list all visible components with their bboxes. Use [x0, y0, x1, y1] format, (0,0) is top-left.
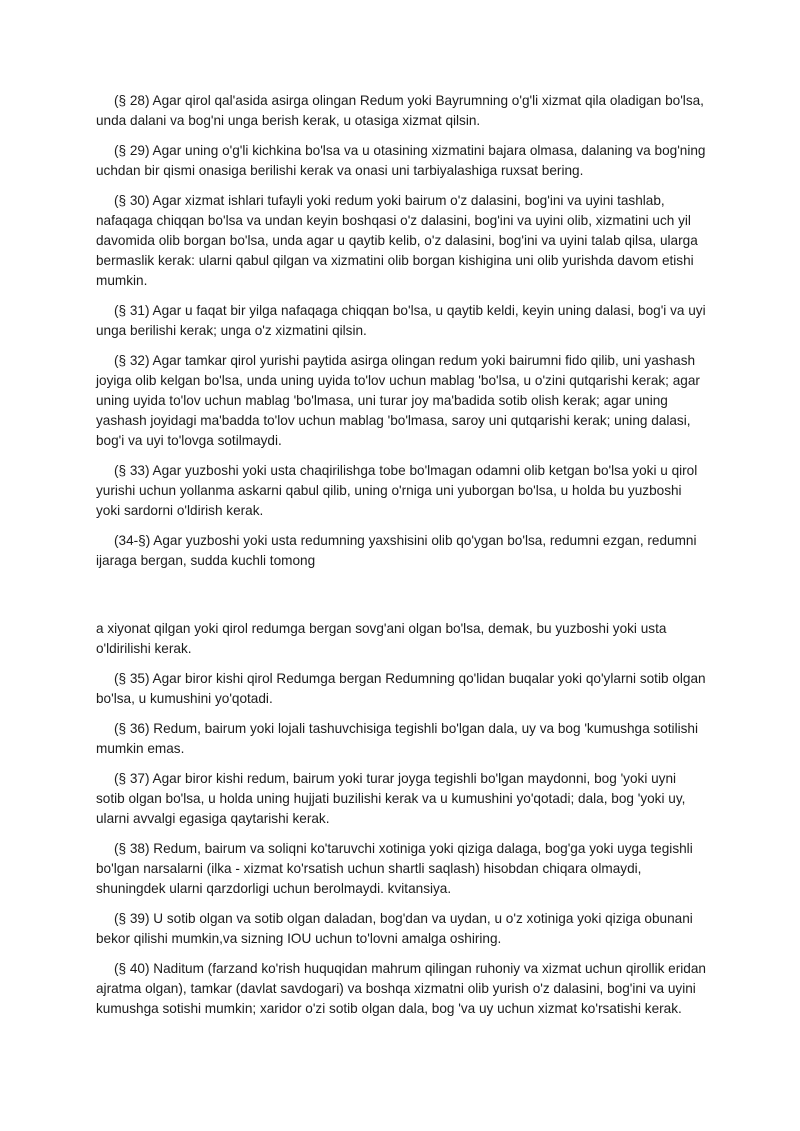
paragraph-s29: (§ 29) Agar uning o'g'li kichkina bo'lsa va u otasining xizmatini bajara olmasa, dalaning va bog'ning uchdan bir qismi onasiga berilishi kerak va onasi uni tarbiyalashiga ruxsat bering.	[96, 143, 706, 178]
document-body	[96, 91, 706, 1029]
paragraph-s34: (34-§) Agar yuzboshi yoki usta redumning yaxshisini olib qo'ygan bo'lsa, redumni ezgan, redumni ijaraga bergan, sudda kuchli tomong	[96, 533, 697, 568]
paragraph-s40: (§ 40) Naditum (farzand ko'rish huquqidan mahrum qilingan ruhoniy va xizmat uchun qirollik eridan ajratma olgan), tamkar (davlat savdogari) va boshqa xizmatni olib yurish o'z dalasini, bog'ini va uyini kumushga sotishi mumkin; xaridor o'zi sotib olgan dala, bog 'va uy uchun xizmat ko'rsatishi kerak.	[96, 961, 706, 1016]
paragraph-s33: (§ 33) Agar yuzboshi yoki usta chaqirilishga tobe bo'lmagan odamni olib ketgan bo'lsa yoki u qirol yurishi uchun yollanma askarni qabul qilib, uning o'rniga uni yuborgan bo'lsa, u holda bu yuzboshi yoki sardorni o'ldirish kerak.	[96, 463, 698, 518]
paragraph-s32: (§ 32) Agar tamkar qirol yurishi paytida asirga olingan redum yoki bairumni fido qilib, uni yashash joyiga olib kelgan bo'lsa, unda uning uyida to'lov uchun mablag 'bo'lsa, u o'zini qutqarishi kerak; agar uning uyida to'lov uchun mablag 'bo'lmasa, uni turar joy ma'badida sotib olish kerak; agar uning yashash joyidagi ma'badda to'lov uchun mablag 'bo'lmasa, saroy uni qutqarishi kerak; uning dalasi, bog'i va uyi to'lovga sotilmaydi.	[96, 353, 700, 448]
paragraph-s30: (§ 30) Agar xizmat ishlari tufayli yoki redum yoki bairum o'z dalasini, bog'ini va uyini tashlab, nafaqaga chiqqan bo'lsa va undan keyin boshqasi o'z dalasini, bog'ini va uyini olib, xizmatini uch yil davomida olib borgan bo'lsa, unda agar u qaytib kelib, o'z dalasini, bog'ini va uyini talab qilsa, ularga bermaslik kerak: ularni qabul qilgan va xizmatini olib borgan kishigina uni olib yurishda davom etishi mumkin.	[96, 193, 698, 288]
paragraph-s39: (§ 39) U sotib olgan va sotib olgan daladan, bog'dan va uydan, u o'z xotiniga yoki qiziga obunani bekor qilishi mumkin,va sizning IOU uchun to'lovni amalga oshiring.	[96, 911, 693, 946]
paragraph-s36: (§ 36) Redum, bairum yoki lojali tashuvchisiga tegishli bo'lgan dala, uy va bog 'kumushga sotilishi mumkin emas.	[96, 721, 698, 756]
paragraph-s28: (§ 28) Agar qirol qal'asida asirga olingan Redum yoki Bayrumning o'g'li xizmat qila oladigan bo'lsa, unda dalani va bog'ni unga berish kerak, u otasiga xizmat qilsin.	[96, 93, 704, 128]
paragraph-s38: (§ 38) Redum, bairum va soliqni ko'taruvchi xotiniga yoki qiziga dalaga, bog'ga yoki uyga tegishli bo'lgan narsalarni (ilka - xizmat ko'rsatish uchun shartli saqlash) hisobdan chiqara olmaydi, shuningdek ularni qarzdorligi uchun berolmaydi. kvitansiya.	[96, 841, 693, 896]
paragraph-break-gap	[96, 581, 706, 619]
paragraph-s37: (§ 37) Agar biror kishi redum, bairum yoki turar joyga tegishli bo'lgan maydonni, bog 'yoki uyni sotib olgan bo'lsa, u holda uning hujjati buzilishi kerak va u kumushini yo'qotadi; dala, bog 'yoki uy, ularni avvalgi egasiga qaytarishi kerak.	[96, 771, 686, 826]
paragraph-s31: (§ 31) Agar u faqat bir yilga nafaqaga chiqqan bo'lsa, u qaytib keldi, keyin uning dalasi, bog'i va uyi unga berilishi kerak; unga o'z xizmatini qilsin.	[96, 303, 706, 338]
paragraph-s35: (§ 35) Agar biror kishi qirol Redumga bergan Redumning qo'lidan buqalar yoki qo'ylarni sotib olgan bo'lsa, u kumushini yo'qotadi.	[96, 671, 706, 706]
paragraph-s34-continued: a xiyonat qilgan yoki qirol redumga bergan sovg'ani olgan bo'lsa, demak, bu yuzboshi yoki usta o'ldirilishi kerak.	[96, 621, 667, 656]
